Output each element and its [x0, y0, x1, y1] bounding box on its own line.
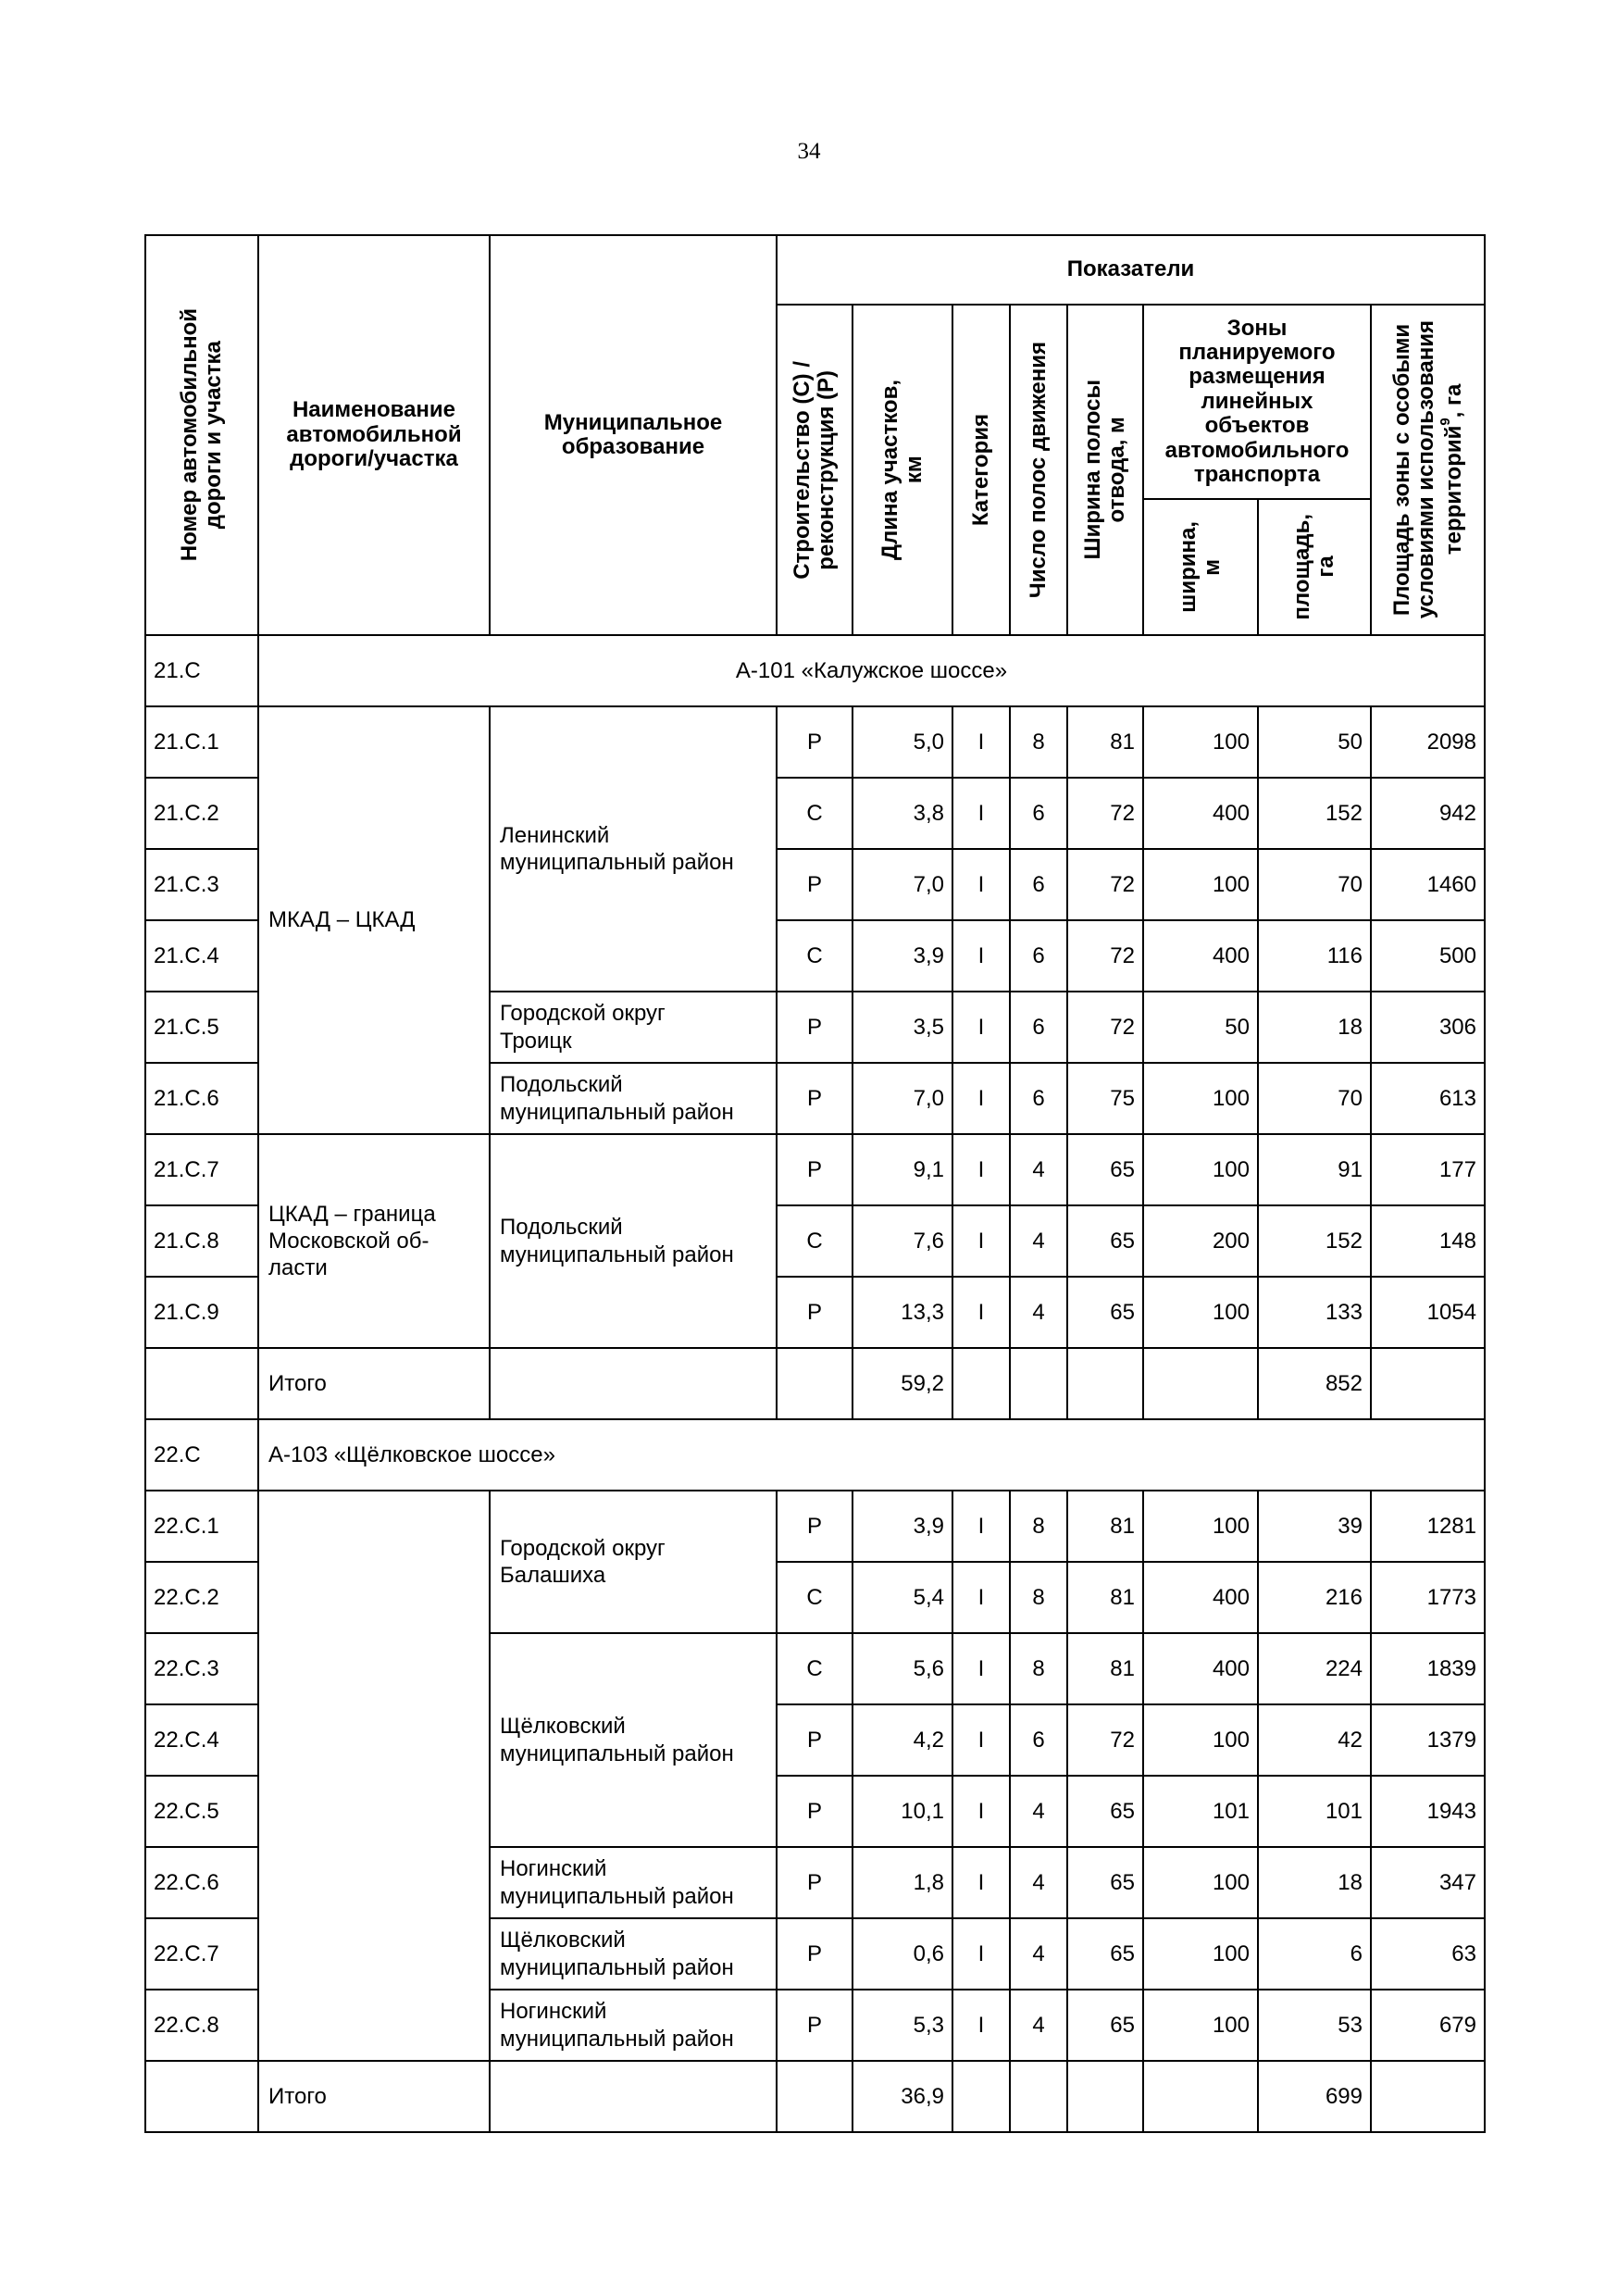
road-name-cell [258, 1491, 490, 2061]
zone-width-cell: 100 [1143, 1990, 1258, 2061]
row-width-cell: 65 [1067, 1776, 1143, 1847]
section-code: 21.С [145, 635, 258, 706]
header-work-type: Строительство (С) / реконструкция (Р) [777, 305, 853, 635]
category-cell: I [952, 849, 1010, 920]
header-length: Длина участков, км [853, 305, 952, 635]
category-cell: I [952, 706, 1010, 778]
header-zone-width: ширина, м [1143, 499, 1258, 635]
zone-width-cell: 100 [1143, 1847, 1258, 1918]
special-zone-cell: 1379 [1371, 1704, 1485, 1776]
row-code: 21.С.3 [145, 849, 258, 920]
header-municipality: Муниципальное образование [490, 235, 777, 635]
municipality-cell: Ленинский муниципальный район [490, 706, 777, 992]
lanes-cell: 4 [1010, 1205, 1067, 1277]
zone-area-cell: 18 [1258, 1847, 1371, 1918]
category-cell: I [952, 778, 1010, 849]
length-cell: 5,3 [853, 1990, 952, 2061]
row-code: 22.С.6 [145, 1847, 258, 1918]
row-code: 21.С.1 [145, 706, 258, 778]
zone-width-cell: 100 [1143, 1491, 1258, 1562]
empty-cell [1067, 2061, 1143, 2132]
zone-width-cell: 100 [1143, 1277, 1258, 1348]
work-type-cell: Р [777, 1990, 853, 2061]
lanes-cell: 4 [1010, 1776, 1067, 1847]
empty-cell [777, 2061, 853, 2132]
empty-cell [777, 1348, 853, 1419]
length-cell: 5,6 [853, 1633, 952, 1704]
special-zone-cell: 2098 [1371, 706, 1485, 778]
municipality-cell: Ногинский муниципальный район [490, 1990, 777, 2061]
total-length: 59,2 [853, 1348, 952, 1419]
row-code: 22.С.3 [145, 1633, 258, 1704]
special-zone-cell: 1281 [1371, 1491, 1485, 1562]
total-area: 852 [1258, 1348, 1371, 1419]
length-cell: 10,1 [853, 1776, 952, 1847]
table-row [145, 1134, 1485, 1205]
length-cell: 3,9 [853, 1491, 952, 1562]
zone-width-cell: 100 [1143, 1063, 1258, 1134]
row-width-cell: 65 [1067, 1277, 1143, 1348]
work-type-cell: С [777, 1633, 853, 1704]
category-cell: I [952, 1990, 1010, 2061]
empty-cell [1143, 1348, 1258, 1419]
zone-width-cell: 200 [1143, 1205, 1258, 1277]
work-type-cell: С [777, 1205, 853, 1277]
empty-cell [1010, 2061, 1067, 2132]
lanes-cell: 4 [1010, 1918, 1067, 1990]
municipality-cell: Ногинский муниципальный район [490, 1847, 777, 1918]
work-type-cell: Р [777, 1918, 853, 1990]
category-cell: I [952, 1633, 1010, 1704]
zone-area-cell: 224 [1258, 1633, 1371, 1704]
row-code: 22.С.5 [145, 1776, 258, 1847]
category-cell: I [952, 1562, 1010, 1633]
zone-width-cell: 100 [1143, 1134, 1258, 1205]
municipality-cell: Щёлковский муниципальный район [490, 1918, 777, 1990]
work-type-cell: С [777, 920, 853, 992]
category-cell: I [952, 992, 1010, 1063]
zone-area-cell: 70 [1258, 849, 1371, 920]
work-type-cell: С [777, 778, 853, 849]
road-sections-table [144, 234, 1486, 2133]
lanes-cell: 6 [1010, 992, 1067, 1063]
empty-cell [145, 2061, 258, 2132]
category-cell: I [952, 1918, 1010, 1990]
row-width-cell: 65 [1067, 1134, 1143, 1205]
header-zone-area: площадь, га [1258, 499, 1371, 635]
zone-area-cell: 133 [1258, 1277, 1371, 1348]
zone-width-cell: 400 [1143, 1562, 1258, 1633]
row-code: 21.С.8 [145, 1205, 258, 1277]
total-row [145, 2061, 1485, 2132]
zone-area-cell: 152 [1258, 1205, 1371, 1277]
empty-cell [1067, 1348, 1143, 1419]
length-cell: 9,1 [853, 1134, 952, 1205]
special-zone-cell: 679 [1371, 1990, 1485, 2061]
row-width-cell: 81 [1067, 1633, 1143, 1704]
table-row [145, 1491, 1485, 1562]
row-width-cell: 72 [1067, 778, 1143, 849]
length-cell: 3,8 [853, 778, 952, 849]
section-header-row [145, 1419, 1485, 1491]
row-code: 22.С.1 [145, 1491, 258, 1562]
special-zone-cell: 1460 [1371, 849, 1485, 920]
empty-cell [1010, 1348, 1067, 1419]
lanes-cell: 4 [1010, 1990, 1067, 2061]
zone-area-cell: 70 [1258, 1063, 1371, 1134]
work-type-cell: Р [777, 1277, 853, 1348]
zone-area-cell: 216 [1258, 1562, 1371, 1633]
road-name-cell: МКАД – ЦКАД [258, 706, 490, 1134]
work-type-cell: Р [777, 992, 853, 1063]
municipality-cell: Городской округ Балашиха [490, 1491, 777, 1633]
zone-area-cell: 116 [1258, 920, 1371, 992]
footnote-mark: 9 [1437, 418, 1453, 427]
category-cell: I [952, 1491, 1010, 1562]
row-width-cell: 81 [1067, 1491, 1143, 1562]
row-code: 21.С.5 [145, 992, 258, 1063]
zone-area-cell: 101 [1258, 1776, 1371, 1847]
row-code: 21.С.2 [145, 778, 258, 849]
row-code: 22.С.7 [145, 1918, 258, 1990]
work-type-cell: Р [777, 1134, 853, 1205]
special-zone-cell: 1943 [1371, 1776, 1485, 1847]
empty-cell [1371, 2061, 1485, 2132]
work-type-cell: Р [777, 1847, 853, 1918]
lanes-cell: 4 [1010, 1847, 1067, 1918]
work-type-cell: Р [777, 1491, 853, 1562]
section-header-row [145, 635, 1485, 706]
page-number: 34 [797, 139, 821, 164]
section-title: А-103 «Щёлковское шоссе» [258, 1419, 1485, 1491]
zone-width-cell: 50 [1143, 992, 1258, 1063]
lanes-cell: 6 [1010, 849, 1067, 920]
lanes-cell: 6 [1010, 1063, 1067, 1134]
lanes-cell: 4 [1010, 1134, 1067, 1205]
special-zone-cell: 613 [1371, 1063, 1485, 1134]
length-cell: 1,8 [853, 1847, 952, 1918]
special-zone-cell: 148 [1371, 1205, 1485, 1277]
empty-cell [1143, 2061, 1258, 2132]
empty-cell [145, 1348, 258, 1419]
special-zone-cell: 1839 [1371, 1633, 1485, 1704]
zone-area-cell: 39 [1258, 1491, 1371, 1562]
row-width-cell: 72 [1067, 920, 1143, 992]
special-zone-cell: 1054 [1371, 1277, 1485, 1348]
zone-area-cell: 18 [1258, 992, 1371, 1063]
header-category: Категория [952, 305, 1010, 635]
category-cell: I [952, 1063, 1010, 1134]
zone-width-cell: 100 [1143, 1704, 1258, 1776]
row-code: 21.С.6 [145, 1063, 258, 1134]
zone-area-cell: 53 [1258, 1990, 1371, 2061]
row-width-cell: 72 [1067, 849, 1143, 920]
municipality-cell: Подольский муниципальный район [490, 1063, 777, 1134]
category-cell: I [952, 1205, 1010, 1277]
zone-width-cell: 100 [1143, 849, 1258, 920]
empty-cell [490, 2061, 777, 2132]
zone-area-cell: 152 [1258, 778, 1371, 849]
section-code: 22.С [145, 1419, 258, 1491]
zone-width-cell: 400 [1143, 920, 1258, 992]
lanes-cell: 6 [1010, 1704, 1067, 1776]
category-cell: I [952, 1847, 1010, 1918]
zone-width-cell: 100 [1143, 706, 1258, 778]
row-width-cell: 65 [1067, 1205, 1143, 1277]
length-cell: 5,4 [853, 1562, 952, 1633]
empty-cell [952, 1348, 1010, 1419]
header-special-zone: Площадь зоны с особыми условиями использования территорий$^9$, га [1371, 305, 1485, 635]
header-row-1 [145, 235, 1485, 305]
header-row-width: Ширина полосы отвода, м [1067, 305, 1143, 635]
length-cell: 3,5 [853, 992, 952, 1063]
row-width-cell: 81 [1067, 706, 1143, 778]
lanes-cell: 8 [1010, 1633, 1067, 1704]
municipality-cell: Подольский муниципальный район [490, 1134, 777, 1348]
empty-cell [1371, 1348, 1485, 1419]
row-width-cell: 72 [1067, 1704, 1143, 1776]
road-name-cell: ЦКАД – граница Московской об- ласти [258, 1134, 490, 1348]
row-code: 22.С.8 [145, 1990, 258, 2061]
length-cell: 7,6 [853, 1205, 952, 1277]
special-zone-cell: 347 [1371, 1847, 1485, 1918]
row-width-cell: 81 [1067, 1562, 1143, 1633]
row-code: 21.С.9 [145, 1277, 258, 1348]
length-cell: 0,6 [853, 1918, 952, 1990]
total-row [145, 1348, 1485, 1419]
length-cell: 4,2 [853, 1704, 952, 1776]
category-cell: I [952, 1134, 1010, 1205]
work-type-cell: Р [777, 1704, 853, 1776]
lanes-cell: 8 [1010, 1491, 1067, 1562]
category-cell: I [952, 1776, 1010, 1847]
length-cell: 13,3 [853, 1277, 952, 1348]
zone-area-cell: 6 [1258, 1918, 1371, 1990]
municipality-cell: Городской округ Троицк [490, 992, 777, 1063]
lanes-cell: 8 [1010, 1562, 1067, 1633]
row-width-cell: 72 [1067, 992, 1143, 1063]
header-indicators: Показатели [777, 235, 1485, 305]
row-code: 21.С.7 [145, 1134, 258, 1205]
work-type-cell: С [777, 1562, 853, 1633]
work-type-cell: Р [777, 849, 853, 920]
empty-cell [490, 1348, 777, 1419]
category-cell: I [952, 1277, 1010, 1348]
length-cell: 3,9 [853, 920, 952, 992]
zone-width-cell: 400 [1143, 1633, 1258, 1704]
work-type-cell: Р [777, 1776, 853, 1847]
total-area: 699 [1258, 2061, 1371, 2132]
zone-area-cell: 50 [1258, 706, 1371, 778]
municipality-cell: Щёлковский муниципальный район [490, 1633, 777, 1847]
zone-width-cell: 101 [1143, 1776, 1258, 1847]
special-zone-cell: 942 [1371, 778, 1485, 849]
special-zone-cell: 306 [1371, 992, 1485, 1063]
total-label: Итого [258, 2061, 490, 2132]
zone-area-cell: 91 [1258, 1134, 1371, 1205]
section-title: А-101 «Калужское шоссе» [258, 635, 1485, 706]
table-row [145, 706, 1485, 778]
row-code: 21.С.4 [145, 920, 258, 992]
row-code: 22.С.4 [145, 1704, 258, 1776]
empty-cell [952, 2061, 1010, 2132]
header-zones: Зоны планируемого размещения линейных объектов автомобильного транспорта [1143, 305, 1371, 499]
total-length: 36,9 [853, 2061, 952, 2132]
special-zone-cell: 500 [1371, 920, 1485, 992]
row-width-cell: 75 [1067, 1063, 1143, 1134]
length-cell: 5,0 [853, 706, 952, 778]
work-type-cell: Р [777, 1063, 853, 1134]
header-lanes: Число полос движения [1010, 305, 1067, 635]
zone-width-cell: 100 [1143, 1918, 1258, 1990]
lanes-cell: 6 [1010, 920, 1067, 992]
row-width-cell: 65 [1067, 1918, 1143, 1990]
row-width-cell: 65 [1067, 1990, 1143, 2061]
header-road-name: Наименование автомобильной дороги/участка [258, 235, 490, 635]
work-type-cell: Р [777, 706, 853, 778]
length-cell: 7,0 [853, 1063, 952, 1134]
row-code: 22.С.2 [145, 1562, 258, 1633]
special-zone-cell: 1773 [1371, 1562, 1485, 1633]
lanes-cell: 6 [1010, 778, 1067, 849]
lanes-cell: 4 [1010, 1277, 1067, 1348]
category-cell: I [952, 1704, 1010, 1776]
length-cell: 7,0 [853, 849, 952, 920]
header-number: Номер автомобильной дороги и участка [145, 235, 258, 635]
special-zone-cell: 63 [1371, 1918, 1485, 1990]
zone-width-cell: 400 [1143, 778, 1258, 849]
category-cell: I [952, 920, 1010, 992]
lanes-cell: 8 [1010, 706, 1067, 778]
zone-area-cell: 42 [1258, 1704, 1371, 1776]
row-width-cell: 65 [1067, 1847, 1143, 1918]
special-zone-cell: 177 [1371, 1134, 1485, 1205]
total-label: Итого [258, 1348, 490, 1419]
